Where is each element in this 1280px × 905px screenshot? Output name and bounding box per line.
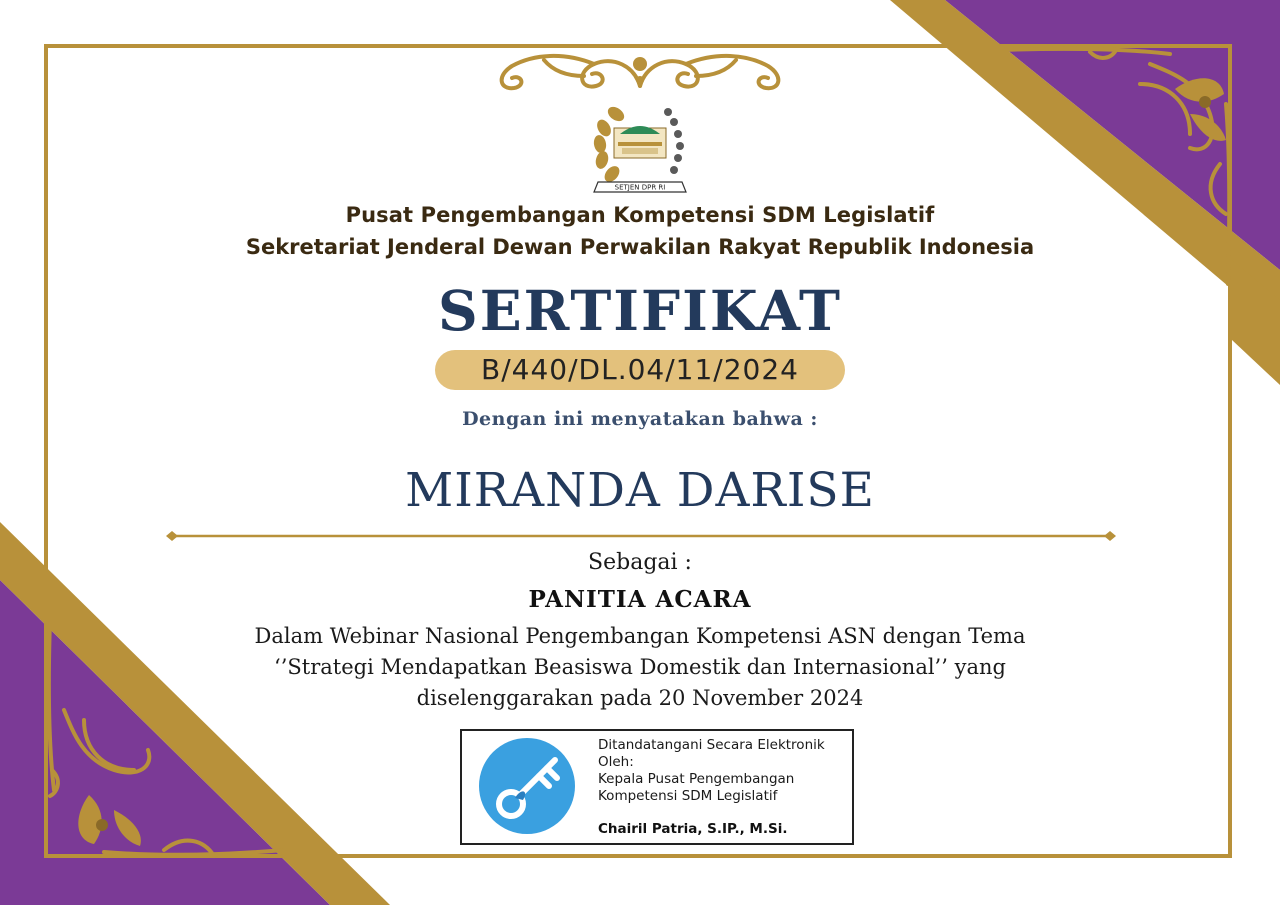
signature-caption xyxy=(598,737,852,805)
signature-line: Ditandatangani Secara Elektronik Oleh: xyxy=(598,737,825,770)
organization-line-2: Sekretariat Jenderal Dewan Perwakilan Rakyat Republik Indonesia xyxy=(245,235,1035,259)
dpr-emblem-icon xyxy=(590,98,690,196)
description-line: diselenggarakan pada 20 November 2024 xyxy=(416,686,864,710)
organization-line-1: Pusat Pengembangan Kompetensi SDM Legislatif xyxy=(345,203,935,227)
signature-line: Kompetensi SDM Legislatif xyxy=(598,788,778,804)
certificate-number-badge: B/440/DL.04/11/2024 xyxy=(435,350,845,390)
signature-line: Kepala Pusat Pengembangan xyxy=(598,771,795,787)
statement-text: Dengan ini menyatakan bahwa : xyxy=(462,408,818,430)
signer-name: Chairil Patria, S.IP., M.Si. xyxy=(598,821,788,837)
as-label: Sebagai : xyxy=(588,550,692,575)
role-title: PANITIA ACARA xyxy=(528,586,752,613)
description-line: Dalam Webinar Nasional Pengembangan Kompetensi ASN dengan Tema xyxy=(254,624,1026,648)
key-icon xyxy=(477,736,577,836)
description-line: ‘’Strategi Mendapatkan Beasiswa Domestik dan Internasional’’ yang xyxy=(274,655,1006,679)
certificate-title: SERTIFIKAT xyxy=(438,278,842,343)
electronic-signature-box xyxy=(460,729,854,845)
top-scroll-ornament xyxy=(484,46,796,94)
recipient-name: MIRANDA DARISE xyxy=(405,463,875,518)
emblem-text: SETJEN DPR RI xyxy=(614,183,666,192)
name-divider xyxy=(166,530,1116,542)
